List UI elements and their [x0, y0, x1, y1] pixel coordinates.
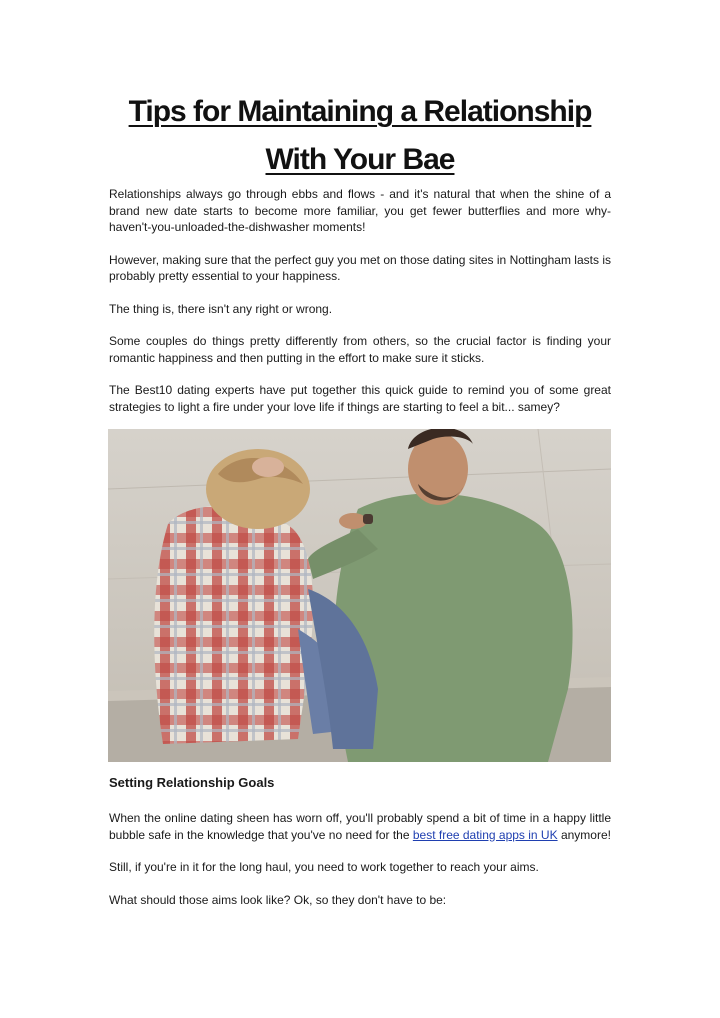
section-paragraph-3: What should those aims look like? Ok, so they don't have to be: [109, 892, 447, 907]
intro-paragraph-3: The thing is, there isn't any right or wrong. [109, 301, 333, 316]
paragraph-text: When the online dating sheen has worn off, you'll probably spend a bit of time in a happy little bubble safe in the knowledge that you've no need for the [109, 811, 611, 842]
intro-section [109, 186, 611, 431]
section-heading: Setting Relationship Goals [109, 775, 275, 790]
best-free-dating-apps-link[interactable]: best free dating apps in UK [412, 827, 558, 842]
section-paragraph-1 [109, 810, 611, 843]
intro-paragraph-5: The Best10 dating experts have put together this quick guide to remind you of some great strategies to light a fire under your love life if things are starting to feel a bit... samey? [109, 383, 611, 414]
title-line-2: With Your Bae [265, 143, 455, 176]
paragraph-text: anymore! [557, 827, 611, 842]
intro-paragraph-1: Relationships always go through ebbs and flows - and it's natural that when the shine of a brand new date starts to become more familiar, you get fewer butterflies and more why-haven't-you-unloaded-the-dishwasher moments! [109, 187, 611, 234]
relationship-goals-section [109, 774, 611, 924]
intro-paragraph-4: Some couples do things pretty differently from others, so the crucial factor is finding your romantic happiness and then putting in the effort to make sure it sticks. [109, 334, 611, 365]
intro-paragraph-2: However, making sure that the perfect guy you met on those dating sites in Nottingham lasts is probably pretty essential to your happiness. [109, 252, 611, 283]
couple-sitting-photo [108, 429, 611, 762]
title-line-1: Tips for Maintaining a Relationship [128, 95, 592, 128]
page-title [60, 88, 660, 184]
section-paragraph-2: Still, if you're in it for the long haul, you need to work together to reach your aims. [109, 860, 539, 874]
